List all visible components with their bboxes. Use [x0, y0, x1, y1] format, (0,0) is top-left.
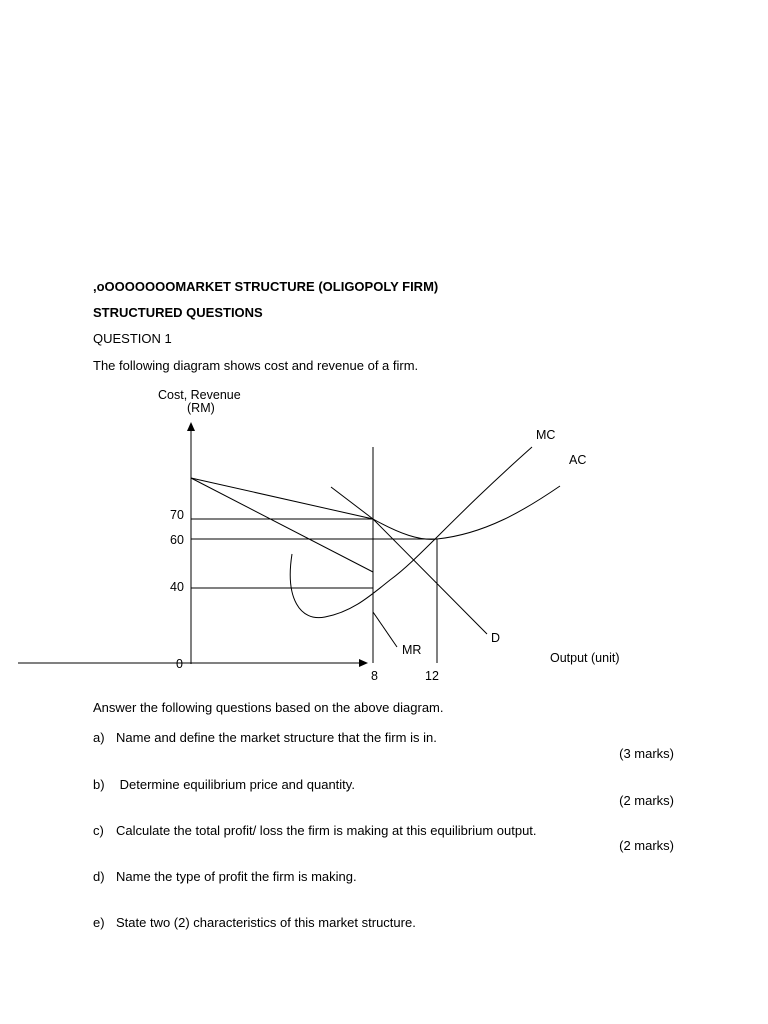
demand-label: D — [491, 631, 501, 645]
question-c-marks: (2 marks) — [619, 838, 674, 853]
question-b-label: b) — [93, 777, 105, 792]
question-a-text: Name and define the market structure that the firm is in. — [116, 730, 437, 745]
intro-text: The following diagram shows cost and revenue of a firm. — [93, 358, 419, 373]
y-tick-40: 40 — [170, 580, 184, 594]
mr-label: MR — [402, 643, 422, 657]
question-c-label: c) — [93, 823, 104, 838]
question-b-marks: (2 marks) — [619, 793, 674, 808]
section-heading: STRUCTURED QUESTIONS — [93, 305, 263, 320]
document-title: ,oOOOOOOOMARKET STRUCTURE (OLIGOPOLY FIRM) — [93, 279, 439, 294]
y-axis-label-line1: Cost, Revenue — [158, 388, 241, 402]
question-e-label: e) — [93, 915, 105, 930]
question-e-text: State two (2) characteristics of this market structure. — [116, 915, 416, 930]
origin-label: 0 — [176, 657, 183, 671]
x-tick-8: 8 — [371, 669, 378, 683]
x-axis-arrowhead — [359, 659, 368, 667]
mr-curve-lower — [373, 612, 397, 647]
y-tick-60: 60 — [170, 533, 184, 547]
question-a-label: a) — [93, 730, 105, 745]
x-tick-12: 12 — [425, 669, 439, 683]
question-a-marks: (3 marks) — [619, 746, 674, 761]
y-axis-arrowhead — [187, 422, 195, 431]
mr-curve-upper — [191, 478, 373, 572]
x-axis-label: Output (unit) — [550, 651, 620, 665]
ac-label: AC — [569, 453, 587, 467]
ac-curve — [373, 486, 560, 539]
answer-intro: Answer the following questions based on the above diagram. — [93, 700, 444, 715]
question-heading: QUESTION 1 — [93, 331, 172, 346]
question-d-label: d) — [93, 869, 105, 884]
y-tick-70: 70 — [170, 508, 184, 522]
mc-curve — [290, 447, 532, 618]
question-d-text: Name the type of profit the firm is making. — [116, 869, 357, 884]
question-b-text: Determine equilibrium price and quantity. — [116, 777, 355, 792]
question-c-text: Calculate the total profit/ loss the firm is making at this equilibrium output. — [116, 823, 537, 838]
mc-label: MC — [536, 428, 556, 442]
y-axis-label-line2: (RM) — [187, 401, 215, 415]
